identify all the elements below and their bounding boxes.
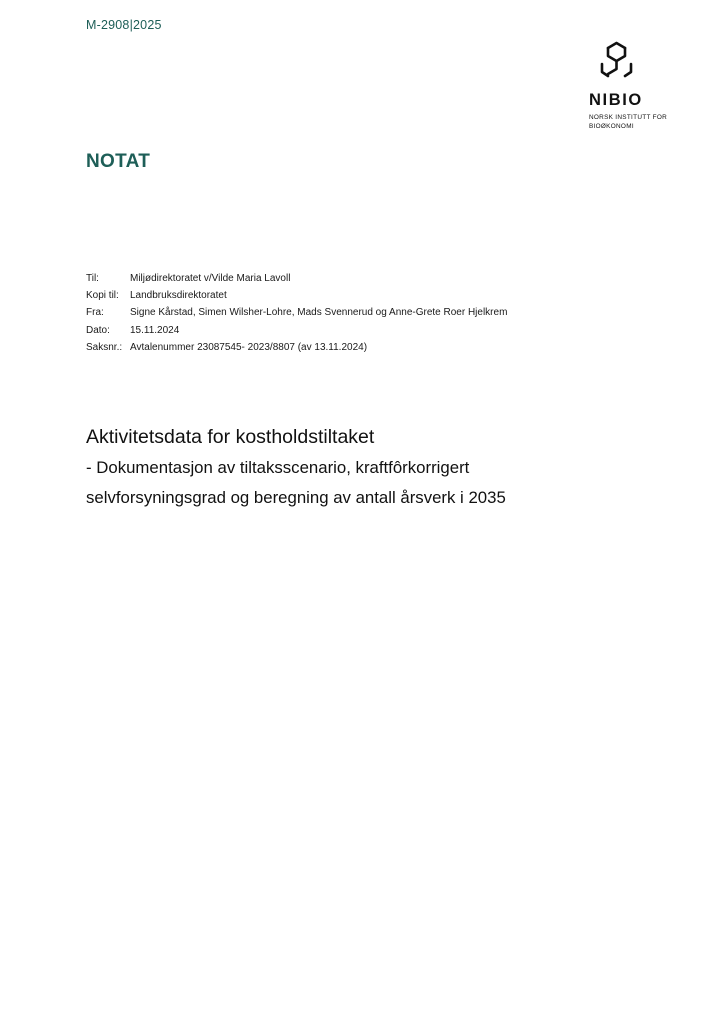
meta-row-dato — [86, 322, 507, 339]
meta-value: Signe Kårstad, Simen Wilsher-Lohre, Mads Svennerud og Anne-Grete Roer Hjelkrem — [130, 307, 508, 319]
document-subtitle: - Dokumentasjon av tiltaksscenario, kraftfôrkorrigert selvforsyningsgrad og beregning av antall årsverk i 2035 — [86, 458, 506, 507]
logo-wordmark: NIBIO — [589, 91, 643, 109]
logo-subtitle-line-2: BIOØKONOMI — [589, 122, 634, 130]
meta-label: Dato: — [86, 324, 110, 336]
meta-value: 15.11.2024 — [130, 324, 180, 336]
logo-subtitle — [589, 114, 667, 131]
meta-label: Til: — [86, 273, 99, 284]
document-title: Aktivitetsdata for kostholdstiltaket — [86, 426, 375, 448]
document-number: M-2908|2025 — [86, 18, 162, 32]
logo-subtitle-line-1: NORSK INSTITUTT FOR — [589, 114, 668, 121]
meta-row-saksnr — [86, 339, 507, 356]
meta-row-fra — [86, 304, 507, 321]
meta-label: Fra: — [86, 307, 104, 319]
document-title-block — [86, 424, 646, 513]
meta-value: Landbruksdirektoratet — [130, 290, 227, 302]
meta-row-til — [86, 270, 507, 287]
meta-label: Kopi til: — [86, 290, 119, 302]
meta-label: Saksnr.: — [86, 341, 123, 353]
meta-row-kopi-til — [86, 287, 507, 304]
meta-value: Miljødirektoratet v/Vilde Maria Lavoll — [130, 273, 291, 284]
memo-metadata — [86, 270, 507, 356]
document-type-heading: NOTAT — [86, 151, 151, 172]
meta-value: Avtalenummer 23087545- 2023/8807 (av 13.11.2024) — [130, 341, 368, 353]
nibio-logo-icon — [599, 41, 634, 78]
